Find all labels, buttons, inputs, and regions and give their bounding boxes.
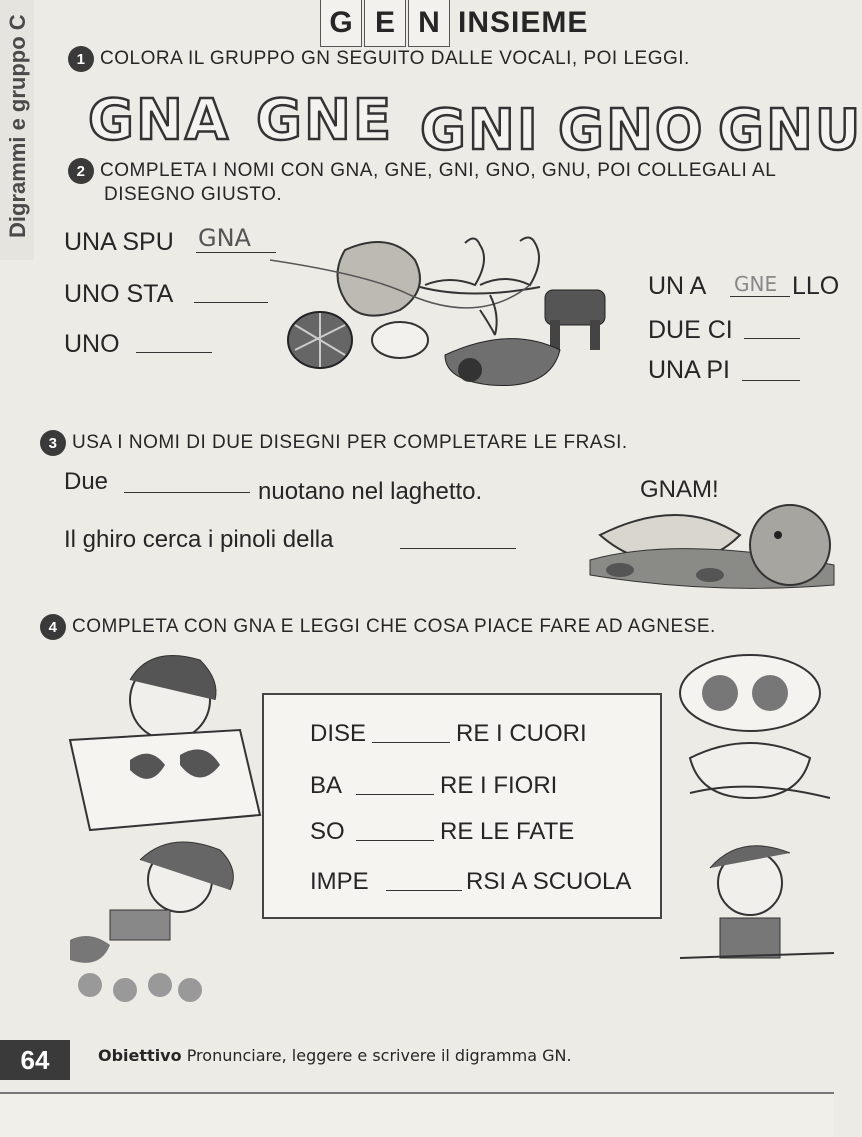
handwritten-gna: GNA xyxy=(198,224,251,252)
book-spine xyxy=(0,0,34,260)
lamb-icon xyxy=(372,322,428,358)
ex2-number: 2 xyxy=(68,158,94,184)
ex2-illustrations xyxy=(250,215,650,405)
group-gno: GNO xyxy=(558,98,705,163)
word-pi: UNA PI xyxy=(648,356,730,384)
sentence1-end: nuotano nel laghetto. xyxy=(258,478,483,505)
page-title: INSIEME xyxy=(458,6,589,39)
group-gna: GNA xyxy=(88,88,231,153)
word-a: UN A xyxy=(648,272,707,300)
objective-text xyxy=(98,1046,572,1065)
row4-cuori: RE I CUORI xyxy=(456,720,587,747)
blank-impe[interactable] xyxy=(386,890,462,891)
blank-sentence2[interactable] xyxy=(400,548,516,549)
ex3-illustrations xyxy=(560,495,834,605)
ex2-text-line1: COMPLETA I NOMI CON GNA, GNE, GNI, GNO, GNU, POI COLLEGALI AL xyxy=(100,160,777,182)
word-ci: DUE CI xyxy=(648,316,733,344)
ex2-instruction xyxy=(68,158,776,184)
group-gni: GNI xyxy=(420,98,540,163)
row4-ba: BA xyxy=(310,772,343,799)
blank-dise[interactable] xyxy=(372,742,450,743)
title-letter-e: E xyxy=(364,0,406,47)
blank-ci[interactable] xyxy=(744,338,800,339)
ex3-number: 3 xyxy=(40,430,66,456)
word-uno: UNO xyxy=(64,330,120,358)
ex3-text: USA I NOMI DI DUE DISEGNI PER COMPLETARE LE FRASI. xyxy=(72,432,628,454)
objective-label: Obiettivo xyxy=(98,1046,182,1065)
blank-pi[interactable] xyxy=(742,380,800,381)
spine-label: Digrammi e gruppo C xyxy=(5,14,30,238)
swan-icon xyxy=(425,238,484,285)
group-gne: GNE xyxy=(256,88,394,153)
watering-can-icon xyxy=(110,910,170,940)
word-llo: LLO xyxy=(792,272,840,300)
blank-agnello[interactable] xyxy=(730,296,790,297)
book-icon xyxy=(720,918,780,958)
buffalo-icon xyxy=(545,290,605,325)
thought-bubble-icon xyxy=(680,655,820,731)
dormouse-icon xyxy=(750,505,830,585)
title-letter-n: N xyxy=(408,0,450,47)
sentence1-start: Due xyxy=(64,468,109,495)
ex4-number: 4 xyxy=(40,614,66,640)
word-sta: UNO STA xyxy=(64,280,174,308)
row4-scuola: RSI A SCUOLA xyxy=(466,868,632,895)
ex1-number: 1 xyxy=(68,46,94,72)
handwritten-gne: GNE xyxy=(734,272,778,296)
word-spu: UNA SPU xyxy=(64,228,174,256)
swan-icon-2 xyxy=(480,237,539,285)
ex1-instruction xyxy=(68,46,690,72)
row4-impe: IMPE xyxy=(310,868,369,895)
group-gnu: GNU xyxy=(718,98,862,163)
ex2-text-line2: DISEGNO GIUSTO. xyxy=(104,184,283,205)
sponge-icon xyxy=(338,242,421,316)
ruled-grid-strip xyxy=(0,1092,834,1137)
ex4-text: COMPLETA CON GNA E LEGGI CHE COSA PIACE FARE AD AGNESE. xyxy=(72,616,716,638)
page-number: 64 xyxy=(0,1040,70,1080)
row4-fiori: RE I FIORI xyxy=(440,772,558,799)
girl-dreaming-illustration xyxy=(660,648,834,1008)
girl-drawing-illustration xyxy=(30,640,262,1040)
row4-dise: DISE xyxy=(310,720,367,747)
blank-uno[interactable] xyxy=(136,352,212,353)
sentence2: Il ghiro cerca i pinoli della xyxy=(64,526,334,553)
row4-so: SO xyxy=(310,818,345,845)
row4-fate: RE LE FATE xyxy=(440,818,575,845)
blank-sentence1[interactable] xyxy=(124,492,250,493)
ex3-instruction xyxy=(40,430,628,456)
ex1-text: COLORA IL GRUPPO GN SEGUITO DALLE VOCALI, POI LEGGI. xyxy=(100,48,690,70)
title-letter-g: G xyxy=(320,0,362,47)
paper-icon xyxy=(70,730,260,830)
objective-description: Pronunciare, leggere e scrivere il digramma GN. xyxy=(186,1046,572,1065)
ex4-instruction xyxy=(40,614,716,640)
speech-bubble-gnam: GNAM! xyxy=(640,476,719,503)
blank-so[interactable] xyxy=(356,840,434,841)
blank-ba[interactable] xyxy=(356,794,434,795)
